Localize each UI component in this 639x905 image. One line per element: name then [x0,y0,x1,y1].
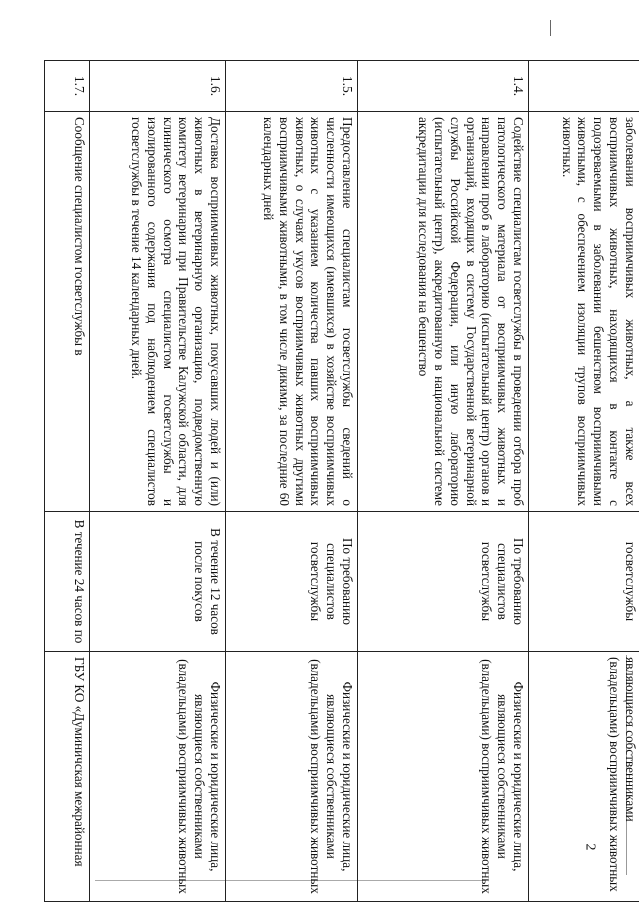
responsible-party: Физические и юридические лица, являющиеся собственниками (владельцами) восприимчивых животных [358,652,529,902]
measure-term: В течение 24 часов по [45,512,90,652]
measure-term: В течение 12 часов после покусов [89,512,225,652]
row-number: 1.6. [89,61,225,112]
measure-term: По требованию специалистов госветслужбы [358,512,529,652]
measure-term: По требованию специалистов госветслужбы [226,512,358,652]
table-row [358,61,529,902]
measure-description: Сообщение специалистом госветслужбы в [45,112,90,512]
row-number [529,61,639,112]
rotated-table-container [44,60,639,901]
measure-description: заболевании восприимчивых животных, а также всех восприимчивых животных, находящихся в контакте с подозреваемыми в заболевании бешенством восприимчивыми животными, с обеспечением изоляции трупов восприимчивых животных. [529,112,639,512]
measure-description: Доставка восприимчивых животных, покусавших людей и (или) животных в ветеринарную организацию, подведомственную комитету ветеринарии при Правительстве Калужской области, для клинического осмотра специалистом госветслужбы и изолированного содержания под наблюдением специалистов госветслужбы в течение 14 календарных дней. [89,112,225,512]
responsible-party: Физические и юридические лица, являющиеся собственниками (владельцами) восприимчивых животных [226,652,358,902]
table-row [45,61,90,902]
binder-mark-top [550,20,551,36]
responsible-party: ГБУ КО «Думиничская межрайонная [45,652,90,902]
measure-description: Содействие специалистам госветслужбы в проведении отбора проб патологического материала от восприимчивых животных и направлении проб в лабораторию (испытательный центр) органов и организаций, входящих в систему Государственной ветеринарной службы Российской Федерации, или иную лабораторию (испытательный центр), аккредитованную в национальной системе аккредитации для исследования на бешенство [358,112,529,512]
row-number: 1.4. [358,61,529,112]
measure-term: госветслужбы [529,512,639,652]
responsible-party: Физические и юридические лица, являющиеся собственниками (владельцами) восприимчивых животных [89,652,225,902]
row-number: 1.7. [45,61,90,112]
table-row [226,61,358,902]
table-row [529,61,639,902]
page-number: 2 [582,843,598,851]
measure-description: Предоставление специалистам госветслужбы сведений о численности имеющихся (имевшихся) в хозяйстве восприимчивых животных с указанием количества павших восприимчивых животных, о случаях укусов восприимчивых животных другими восприимчивыми животными, в том числе дикими, за последние 60 календарных дней [226,112,358,512]
measures-table [44,60,639,902]
row-number: 1.5. [226,61,358,112]
table-row [89,61,225,902]
responsible-party: являющиеся собственниками (владельцами) восприимчивых животных [529,652,639,902]
